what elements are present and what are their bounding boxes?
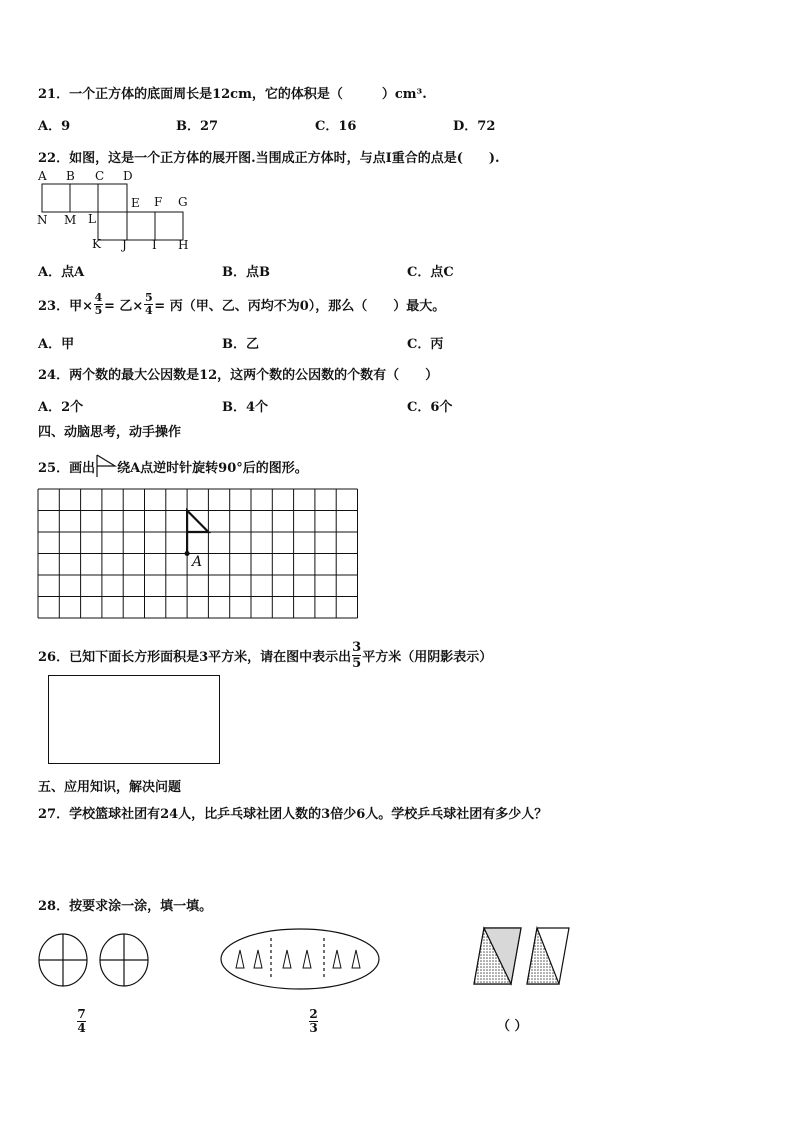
q26-prefix: 26．已知下面长方形面积是3平方米，请在图中表示出 — [38, 650, 352, 665]
section-5-heading: 五、应用知识，解决问题 — [38, 780, 182, 795]
q23-fraction-2-denominator: 4 — [144, 304, 153, 317]
q22-option-b: B．点B — [222, 265, 270, 280]
q22-text: 22．如图，这是一个正方体的展开图.当围成正方体时，与点I重合的点是( ). — [38, 151, 500, 166]
q28-text: 28．按要求涂一涂，填一填。 — [38, 899, 213, 914]
net-label-d: D — [123, 169, 133, 183]
q23-fraction-1-denominator: 5 — [94, 304, 103, 317]
q21-option-b: B．27 — [176, 119, 219, 134]
q24-option-b: B．4个 — [222, 400, 269, 415]
q23-fraction-2-numerator: 5 — [144, 291, 153, 304]
q26-fraction-denominator: 5 — [352, 656, 362, 671]
q26-fraction-numerator: 3 — [352, 640, 362, 655]
q23-fraction-1-numerator: 4 — [94, 291, 103, 304]
q23-suffix: = 丙（甲、乙、丙均不为0），那么（ ）最大。 — [154, 299, 446, 314]
q24-option-c: C．6个 — [407, 400, 453, 415]
q28-fraction-2-numerator: 2 — [309, 1007, 318, 1021]
q23-prefix: 23．甲× — [38, 299, 93, 314]
net-label-f: F — [154, 195, 163, 209]
q23-option-a: A．甲 — [38, 337, 75, 352]
rotation-point-label: A — [192, 554, 203, 570]
q24-option-a: A．2个 — [38, 400, 84, 415]
q27-text: 27．学校篮球社团有24人，比乒乓球社团人数的3倍少6人。学校乒乓球社团有多少人？ — [38, 807, 548, 822]
q28-fraction-1-numerator: 7 — [77, 1007, 86, 1021]
net-label-a: A — [38, 169, 47, 183]
q21-option-a: A．9 — [38, 119, 71, 134]
net-label-l: L — [88, 212, 96, 226]
net-label-h: H — [178, 238, 189, 252]
q26-suffix: 平方米（用阴影表示） — [362, 650, 493, 665]
q22-option-c: C．点C — [407, 265, 454, 280]
net-label-g: G — [178, 195, 188, 209]
q21-option-c: C．16 — [315, 119, 357, 134]
triangle-oval — [221, 929, 379, 989]
net-label-i: I — [152, 238, 157, 252]
q28-answer-blank[interactable]: （ ） — [497, 1019, 528, 1034]
q25-suffix: 绕A点逆时针旋转90°后的图形。 — [117, 460, 308, 476]
section-4-heading: 四、动脑思考，动手操作 — [38, 425, 182, 440]
net-label-j: J — [122, 238, 127, 252]
q23-mid: = 乙× — [103, 299, 144, 314]
q23-option-c: C．丙 — [407, 337, 444, 352]
q21-option-d: D．72 — [453, 119, 496, 134]
net-label-n: N — [37, 213, 48, 227]
net-label-m: M — [64, 213, 77, 227]
q25-prefix: 25．画出 — [38, 460, 96, 476]
net-label-e: E — [131, 196, 140, 210]
q28-fraction-1-denominator: 4 — [77, 1021, 86, 1035]
q21-text: 21．一个正方体的底面周长是12cm，它的体积是（ ）cm³. — [38, 87, 427, 102]
net-label-c: C — [95, 169, 105, 183]
q24-text: 24．两个数的最大公因数是12，这两个数的公因数的个数有（ ） — [38, 368, 439, 383]
q28-fraction-2-denominator: 3 — [309, 1021, 318, 1035]
q22-option-a: A．点A — [38, 265, 85, 280]
q23-option-b: B．乙 — [222, 337, 259, 352]
q28-fraction-2 — [308, 1008, 319, 1035]
net-label-k: K — [92, 237, 101, 251]
q28-fraction-1 — [76, 1008, 87, 1035]
net-label-b: B — [66, 169, 75, 183]
